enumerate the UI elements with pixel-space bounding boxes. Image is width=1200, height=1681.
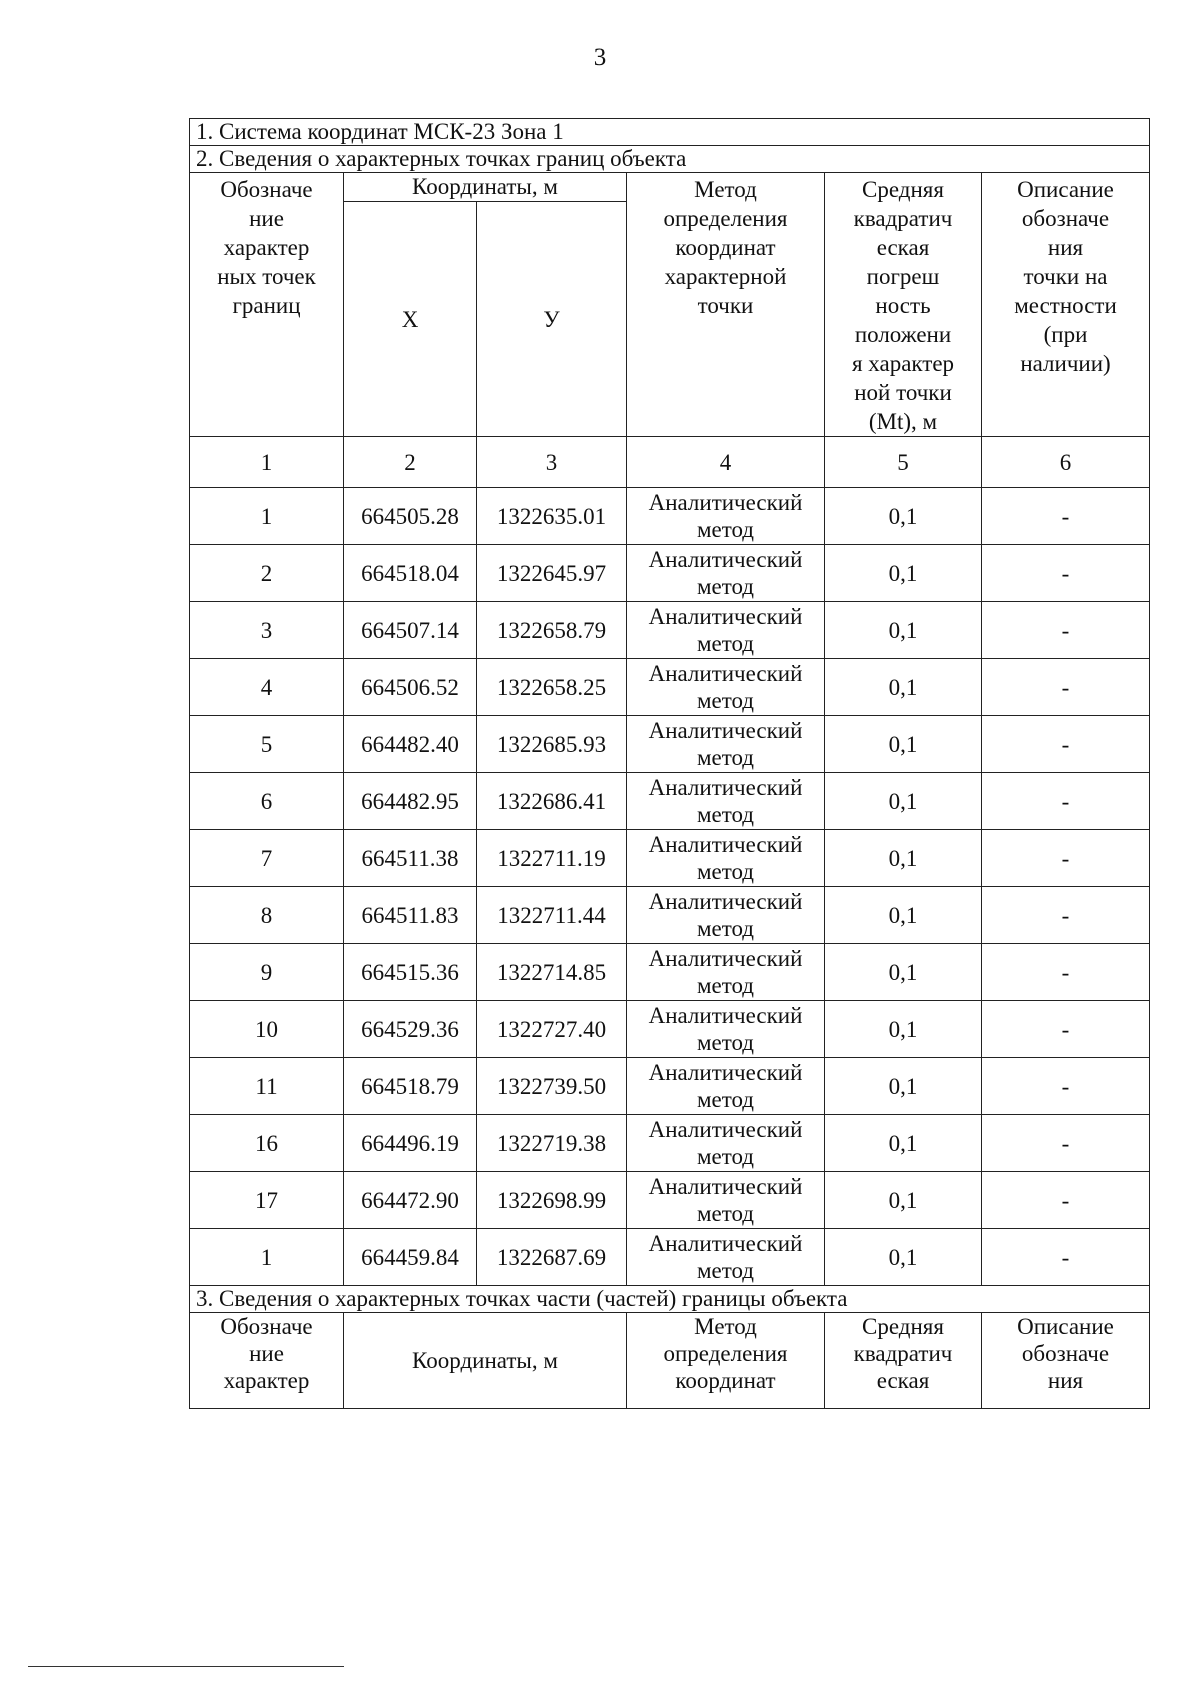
part-header-point-line: ние (249, 1341, 284, 1366)
method-cell (627, 944, 825, 1001)
part-header-point-line: Обозначе (220, 1314, 313, 1339)
column-number: 6 (982, 437, 1150, 488)
method-line: Аналитический (648, 888, 803, 914)
method-text (649, 1059, 803, 1113)
x-coordinate-cell: 664518.79 (344, 1058, 477, 1115)
method-text (649, 546, 803, 600)
error-cell: 0,1 (825, 659, 982, 716)
description-cell: - (982, 602, 1150, 659)
method-line: метод (696, 516, 755, 542)
method-line: Аналитический (648, 831, 803, 857)
method-text (649, 888, 803, 942)
y-coordinate-cell: 1322739.50 (477, 1058, 627, 1115)
y-coordinate-cell: 1322685.93 (477, 716, 627, 773)
y-coordinate-cell: 1322658.25 (477, 659, 627, 716)
point-cell: 1 (190, 488, 344, 545)
part-header-description (982, 1313, 1150, 1409)
part-header-method (627, 1313, 825, 1409)
header-method-line: определения (663, 206, 788, 231)
method-cell (627, 602, 825, 659)
error-cell: 0,1 (825, 602, 982, 659)
header-description-line: наличии) (1020, 351, 1111, 376)
error-cell: 0,1 (825, 716, 982, 773)
method-cell (627, 773, 825, 830)
column-number: 2 (344, 437, 477, 488)
method-line: Аналитический (648, 603, 803, 629)
table-row (190, 1172, 1150, 1229)
header-point-line: Обозначе (220, 177, 313, 202)
header-error-line: еская (876, 235, 930, 260)
boundary-points-table (189, 118, 1150, 1409)
y-coordinate-cell: 1322658.79 (477, 602, 627, 659)
table-row (190, 1058, 1150, 1115)
x-coordinate-cell: 664472.90 (344, 1172, 477, 1229)
error-cell: 0,1 (825, 830, 982, 887)
method-line: Аналитический (648, 774, 803, 800)
method-line: Аналитический (648, 1173, 803, 1199)
table-row (190, 716, 1150, 773)
description-cell: - (982, 1058, 1150, 1115)
method-line: Аналитический (648, 945, 803, 971)
description-cell: - (982, 1115, 1150, 1172)
header-method-line: Метод (694, 177, 757, 202)
header-error-line: (Mt), м (868, 409, 938, 434)
error-cell: 0,1 (825, 1172, 982, 1229)
method-line: метод (696, 1257, 755, 1283)
header-error-line: ность (875, 293, 931, 318)
header-coordinates: Координаты, м (344, 173, 627, 202)
header-error-line: ной точки (854, 380, 952, 405)
table-row (190, 830, 1150, 887)
header-description-line: обозначе (1021, 206, 1110, 231)
part-header-method-line: Метод (694, 1314, 757, 1339)
header-point-line: границ (232, 293, 301, 318)
table-row (190, 659, 1150, 716)
column-number: 4 (627, 437, 825, 488)
table-row (190, 488, 1150, 545)
point-cell: 1 (190, 1229, 344, 1286)
method-cell (627, 659, 825, 716)
method-cell (627, 488, 825, 545)
column-number: 1 (190, 437, 344, 488)
point-cell: 7 (190, 830, 344, 887)
method-line: Аналитический (648, 1230, 803, 1256)
x-coordinate-cell: 664515.36 (344, 944, 477, 1001)
header-y: У (477, 202, 627, 437)
header-description-line: ния (1047, 235, 1084, 260)
method-line: метод (696, 630, 755, 656)
method-text (649, 945, 803, 999)
x-coordinate-cell: 664511.38 (344, 830, 477, 887)
x-coordinate-cell: 664482.95 (344, 773, 477, 830)
x-coordinate-cell: 664518.04 (344, 545, 477, 602)
method-line: Аналитический (648, 489, 803, 515)
point-cell: 4 (190, 659, 344, 716)
method-line: Аналитический (648, 546, 803, 572)
part-header-error-line: Средняя (862, 1314, 944, 1339)
method-text (649, 774, 803, 828)
y-coordinate-cell: 1322727.40 (477, 1001, 627, 1058)
footnote-separator-line (28, 1666, 344, 1667)
part-header-error-line: квадратич (853, 1341, 953, 1366)
header-error-line: погреш (866, 264, 940, 289)
description-cell: - (982, 887, 1150, 944)
point-cell: 3 (190, 602, 344, 659)
header-description-line: Описание (1017, 177, 1114, 202)
column-number: 5 (825, 437, 982, 488)
method-text (649, 1116, 803, 1170)
description-cell: - (982, 659, 1150, 716)
part-header-description-line: обозначе (1021, 1341, 1110, 1366)
header-error-line: квадратич (853, 206, 953, 231)
description-cell: - (982, 545, 1150, 602)
method-line: Аналитический (648, 660, 803, 686)
error-cell: 0,1 (825, 1058, 982, 1115)
method-line: Аналитический (648, 1059, 803, 1085)
y-coordinate-cell: 1322635.01 (477, 488, 627, 545)
header-x: X (344, 202, 477, 437)
error-cell: 0,1 (825, 545, 982, 602)
point-cell: 6 (190, 773, 344, 830)
header-error-line: Средняя (862, 177, 944, 202)
method-line: метод (696, 1086, 755, 1112)
method-cell (627, 545, 825, 602)
header-method (627, 173, 825, 437)
method-line: метод (696, 972, 755, 998)
table-row (190, 944, 1150, 1001)
description-cell: - (982, 716, 1150, 773)
coordinate-system-row: 1. Система координат МСК-23 Зона 1 (190, 119, 1150, 146)
description-cell: - (982, 773, 1150, 830)
method-cell (627, 830, 825, 887)
page-number: 3 (593, 44, 607, 71)
error-cell: 0,1 (825, 1115, 982, 1172)
part-header-error (825, 1313, 982, 1409)
table-row (190, 773, 1150, 830)
method-text (649, 489, 803, 543)
y-coordinate-cell: 1322719.38 (477, 1115, 627, 1172)
method-line: Аналитический (648, 717, 803, 743)
description-cell: - (982, 488, 1150, 545)
header-point-designation (190, 173, 344, 437)
method-text (649, 660, 803, 714)
header-error-line: положени (854, 322, 952, 347)
x-coordinate-cell: 664529.36 (344, 1001, 477, 1058)
method-line: метод (696, 744, 755, 770)
header-point-line: характер (223, 235, 310, 260)
error-cell: 0,1 (825, 1229, 982, 1286)
x-coordinate-cell: 664482.40 (344, 716, 477, 773)
method-line: метод (696, 573, 755, 599)
point-cell: 8 (190, 887, 344, 944)
y-coordinate-cell: 1322645.97 (477, 545, 627, 602)
header-error-line: я характер (851, 351, 955, 376)
method-text (649, 831, 803, 885)
section-2-title: 2. Сведения о характерных точках границ объекта (190, 146, 1150, 173)
error-cell: 0,1 (825, 488, 982, 545)
table-row (190, 602, 1150, 659)
header-description-line: местности (1014, 293, 1117, 318)
x-coordinate-cell: 664459.84 (344, 1229, 477, 1286)
method-line: Аналитический (648, 1116, 803, 1142)
table-row (190, 887, 1150, 944)
section-3-title: 3. Сведения о характерных точках части (частей) границы объекта (190, 1286, 1150, 1313)
header-method-line: характерной (664, 264, 787, 289)
description-cell: - (982, 1172, 1150, 1229)
y-coordinate-cell: 1322714.85 (477, 944, 627, 1001)
method-cell (627, 887, 825, 944)
x-coordinate-cell: 664505.28 (344, 488, 477, 545)
method-cell (627, 1172, 825, 1229)
x-coordinate-cell: 664507.14 (344, 602, 477, 659)
header-description-line: точки на (1023, 264, 1108, 289)
x-coordinate-cell: 664496.19 (344, 1115, 477, 1172)
column-number: 3 (477, 437, 627, 488)
method-line: метод (696, 915, 755, 941)
header-error (825, 173, 982, 437)
method-cell (627, 1058, 825, 1115)
method-line: метод (696, 858, 755, 884)
method-line: метод (696, 1029, 755, 1055)
header-point-line: ние (249, 206, 284, 231)
header-method-line: координат (675, 235, 776, 260)
part-header-method-line: координат (675, 1368, 776, 1393)
description-cell: - (982, 1001, 1150, 1058)
method-line: метод (696, 1200, 755, 1226)
header-description (982, 173, 1150, 437)
table-row (190, 1229, 1150, 1286)
description-cell: - (982, 944, 1150, 1001)
table-row (190, 1001, 1150, 1058)
y-coordinate-cell: 1322698.99 (477, 1172, 627, 1229)
description-cell: - (982, 830, 1150, 887)
column-numbers-row (190, 437, 1150, 488)
error-cell: 0,1 (825, 887, 982, 944)
point-cell: 5 (190, 716, 344, 773)
x-coordinate-cell: 664506.52 (344, 659, 477, 716)
part-header-method-line: определения (663, 1341, 788, 1366)
method-line: Аналитический (648, 1002, 803, 1028)
error-cell: 0,1 (825, 944, 982, 1001)
y-coordinate-cell: 1322686.41 (477, 773, 627, 830)
table-row (190, 545, 1150, 602)
point-cell: 10 (190, 1001, 344, 1058)
point-cell: 11 (190, 1058, 344, 1115)
y-coordinate-cell: 1322687.69 (477, 1229, 627, 1286)
error-cell: 0,1 (825, 773, 982, 830)
method-text (649, 717, 803, 771)
part-header-coordinates: Координаты, м (344, 1313, 627, 1409)
description-cell: - (982, 1229, 1150, 1286)
method-text (649, 1002, 803, 1056)
method-text (649, 1230, 803, 1284)
header-method-line: точки (697, 293, 754, 318)
method-line: метод (696, 801, 755, 827)
method-cell (627, 1229, 825, 1286)
part-header-point-line: характер (223, 1368, 310, 1393)
method-line: метод (696, 1143, 755, 1169)
table-row (190, 1115, 1150, 1172)
header-point-line: ных точек (217, 264, 316, 289)
point-cell: 17 (190, 1172, 344, 1229)
y-coordinate-cell: 1322711.44 (477, 887, 627, 944)
part-header-error-line: еская (876, 1368, 930, 1393)
point-cell: 9 (190, 944, 344, 1001)
method-cell (627, 1001, 825, 1058)
part-header-point-designation (190, 1313, 344, 1409)
part-header-description-line: ния (1047, 1368, 1084, 1393)
method-cell (627, 1115, 825, 1172)
header-description-line: (при (1043, 322, 1088, 347)
y-coordinate-cell: 1322711.19 (477, 830, 627, 887)
x-coordinate-cell: 664511.83 (344, 887, 477, 944)
method-text (649, 603, 803, 657)
method-cell (627, 716, 825, 773)
method-line: метод (696, 687, 755, 713)
point-cell: 2 (190, 545, 344, 602)
point-cell: 16 (190, 1115, 344, 1172)
part-header-description-line: Описание (1017, 1314, 1114, 1339)
method-text (649, 1173, 803, 1227)
error-cell: 0,1 (825, 1001, 982, 1058)
